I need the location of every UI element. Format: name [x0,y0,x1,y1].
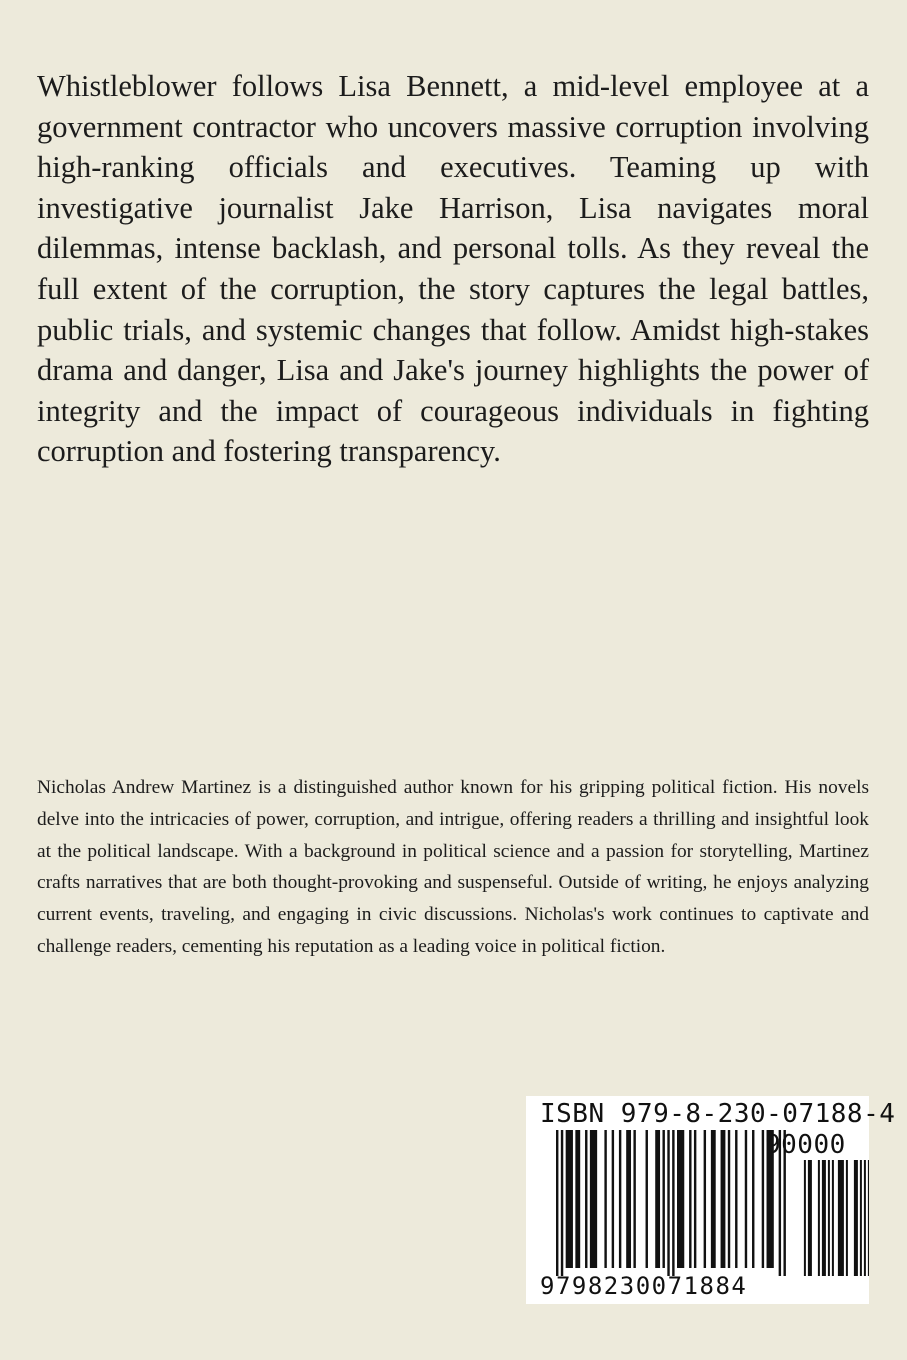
barcode-bar [745,1130,747,1268]
barcode-bar [735,1130,737,1268]
addon-bar [804,1160,806,1276]
barcode-bar [728,1130,730,1268]
barcode-bar [556,1130,558,1276]
barcode-bar [672,1130,674,1276]
barcode-bar [585,1130,587,1268]
barcode-bar [762,1130,764,1268]
barcode-bar [711,1130,716,1268]
barcode-bar [575,1130,580,1268]
barcode-bar [561,1130,563,1276]
barcode-bar [590,1130,597,1268]
barcode-bar [566,1130,573,1268]
barcode-bar [612,1130,614,1268]
addon-bar [860,1160,862,1276]
book-synopsis: Whistleblower follows Lisa Bennett, a mid-level employee at a government contractor who uncovers massive corruption involving high-ranking officials and executives. Teaming up with investigative journalist Jake Harrison, Lisa navigates moral dilemmas, intense backlash, and personal tolls. As they reveal the full extent of the corruption, the story captures the legal battles, public trials, and systemic changes that follow. Amidst high-stakes drama and danger, Lisa and Jake's journey highlights the power of integrity and the impact of courageous individuals in fighting corruption and fostering transparency. [37,69,869,469]
isbn-barcode [526,1096,896,1304]
addon-bar [864,1160,866,1276]
addon-bar [808,1160,812,1276]
barcode-bar [655,1130,660,1268]
barcode-bar [694,1130,696,1268]
barcode-bar [752,1130,754,1268]
barcode-bar [721,1130,726,1268]
barcode-bar [619,1130,621,1268]
addon-bar [828,1160,830,1276]
barcode-bar [633,1130,635,1268]
barcode-digits: 9798230071884 [540,1272,748,1300]
addon-bar [822,1160,826,1276]
barcode-bar [604,1130,606,1268]
isbn-label: ISBN 979-8-230-07188-4 [540,1099,896,1129]
addon-bar [846,1160,848,1276]
barcode-bar [704,1130,706,1268]
barcode-bar [662,1130,664,1268]
addon-bar [838,1160,844,1276]
barcode-bar [667,1130,669,1276]
addon-bar [854,1160,858,1276]
barcode-bar [677,1130,684,1268]
addon-bar [832,1160,834,1276]
barcode-bar [689,1130,691,1268]
barcode-bar [626,1130,631,1268]
addon-bar [868,1160,869,1276]
price-code: 90000 [765,1130,846,1160]
addon-bar [818,1160,820,1276]
barcode-bar [646,1130,648,1268]
author-bio: Nicholas Andrew Martinez is a distinguished author known for his gripping political fiction. His novels delve into the intricacies of power, corruption, and intrigue, offering readers a thrilling and insightful look at the political landscape. With a background in political science and a passion for storytelling, Martinez crafts narratives that are both thought-provoking and suspenseful. Outside of writing, he enjoys analyzing current events, traveling, and engaging in civic discussions. Nicholas's work continues to captivate and challenge readers, cementing his reputation as a leading voice in political fiction. [37,777,869,957]
